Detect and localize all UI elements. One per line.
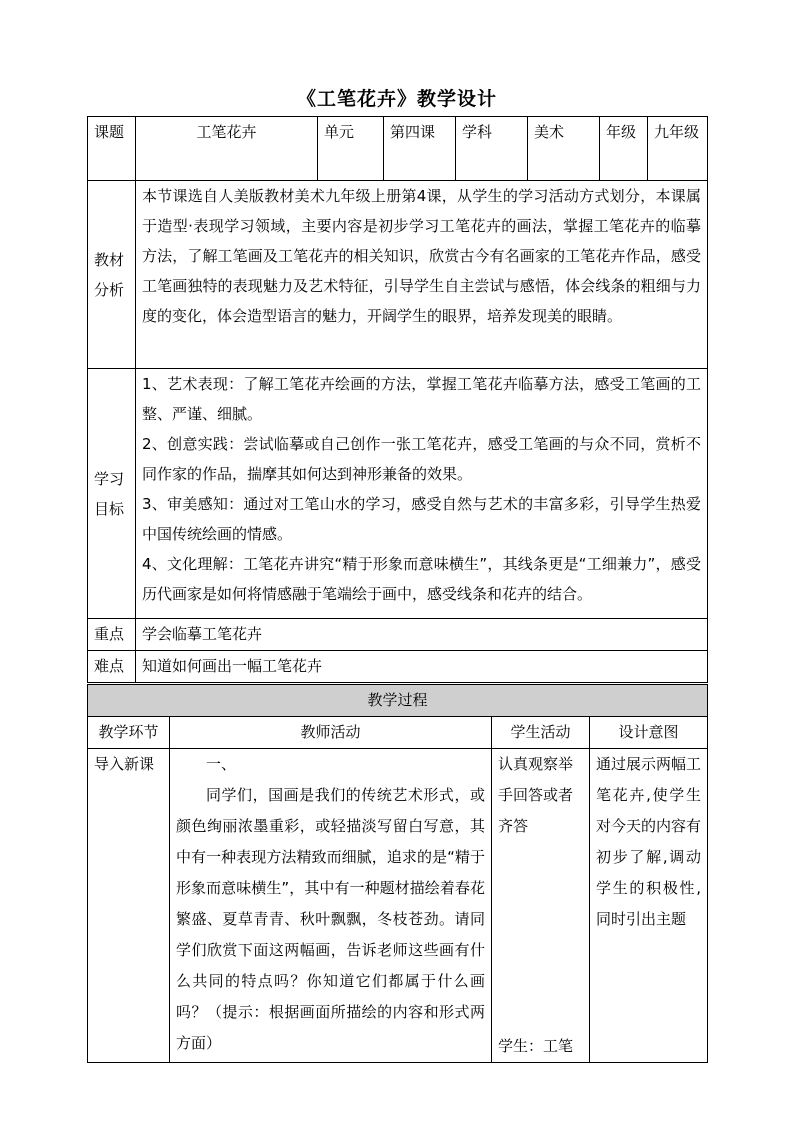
process-header-row	[88, 685, 708, 717]
key-point-row	[88, 619, 708, 651]
grade-label: 年级	[600, 117, 648, 181]
difficulty-row	[88, 651, 708, 683]
process-header: 教学过程	[88, 685, 708, 717]
info-row	[88, 117, 708, 181]
analysis-label: 教材分析	[88, 181, 136, 369]
goals-list	[136, 369, 708, 619]
course-value: 工笔花卉	[136, 117, 318, 181]
process-row-intro	[88, 749, 708, 1063]
goal-item: 3、审美感知：通过对工笔山水的学习，感受自然与艺术的丰富多彩，引导学生热爱中国传统绘画的情感。	[142, 495, 701, 543]
student-activity-cell	[492, 749, 590, 1063]
process-columns-row	[88, 717, 708, 749]
difficulty-label: 难点	[88, 651, 136, 683]
analysis-row	[88, 181, 708, 369]
teacher-activity-cell	[170, 749, 492, 1063]
lesson-info-table	[87, 116, 708, 683]
goal-item: 1、艺术表现：了解工笔花卉绘画的方法，掌握工笔花卉临摹方法，感受工笔画的工整、严谨、细腻。	[142, 375, 701, 423]
teacher-activity-text: 同学们，国画是我们的传统艺术形式，或颜色绚丽浓墨重彩，或轻描淡写留白写意，其中有一种表现方法精致而细腻，追求的是“精于形象而意味横生”，其中有一种题材描绘着春花繁盛、夏草青青、秋叶飘飘，冬枝苍劲。请同学们欣赏下面这两幅画，告诉老师这些画有什么共同的特点吗？你知道它们都属于什么画吗？（提示：根据画面所描绘的内容和形式两方面）	[176, 786, 485, 1052]
column-student: 学生活动	[492, 717, 590, 749]
goals-row	[88, 369, 708, 619]
teaching-process-table	[87, 684, 708, 1063]
goals-label: 学习目标	[88, 369, 136, 619]
goal-item: 4、文化理解：工笔花卉讲究“精于形象而意味横生”，其线条更是“工细兼力”，感受历代画家是如何将情感融于笔端绘于画中，感受线条和花卉的结合。	[142, 555, 701, 603]
column-teacher: 教师活动	[170, 717, 492, 749]
difficulty-value: 知道如何画出一幅工笔花卉	[136, 651, 708, 683]
column-intent: 设计意图	[590, 717, 708, 749]
column-stage: 教学环节	[88, 717, 170, 749]
grade-value: 九年级	[648, 117, 708, 181]
teacher-activity-heading: 一、	[206, 755, 237, 773]
subject-label: 学科	[456, 117, 528, 181]
student-answer-text: 学生：工笔	[498, 1037, 574, 1055]
key-point-value: 学会临摹工笔花卉	[136, 619, 708, 651]
goal-item: 2、创意实践：尝试临摹或自己创作一张工笔花卉，感受工笔画的与众不同，赏析不同作家的作品，揣摩其如何达到神形兼备的效果。	[142, 435, 701, 483]
student-activity-text: 认真观察举手回答或者齐答	[498, 755, 574, 835]
stage-cell: 导入新课	[88, 749, 170, 1063]
subject-value: 美术	[528, 117, 600, 181]
key-point-label: 重点	[88, 619, 136, 651]
course-label: 课题	[88, 117, 136, 181]
design-intent-cell: 通过展示两幅工笔花卉,使学生对今天的内容有初步了解,调动学生的积极性,同时引出主题	[590, 749, 708, 1063]
unit-value: 第四课	[384, 117, 456, 181]
unit-label: 单元	[318, 117, 384, 181]
analysis-text: 本节课选自人美版教材美术九年级上册第4课，从学生的学习活动方式划分，本课属于造型·表现学习领域，主要内容是初步学习工笔花卉的画法，掌握工笔花卉的临摹方法，了解工笔画及工笔花卉的相关知识，欣赏古今有名画家的工笔花卉作品，感受工笔画独特的表现魅力及艺术特征，引导学生自主尝试与感悟，体会线条的粗细与力度的变化，体会造型语言的魅力，开阔学生的眼界，培养发现美的眼睛。	[136, 181, 708, 369]
document-title: 《工笔花卉》教学设计	[296, 88, 497, 110]
